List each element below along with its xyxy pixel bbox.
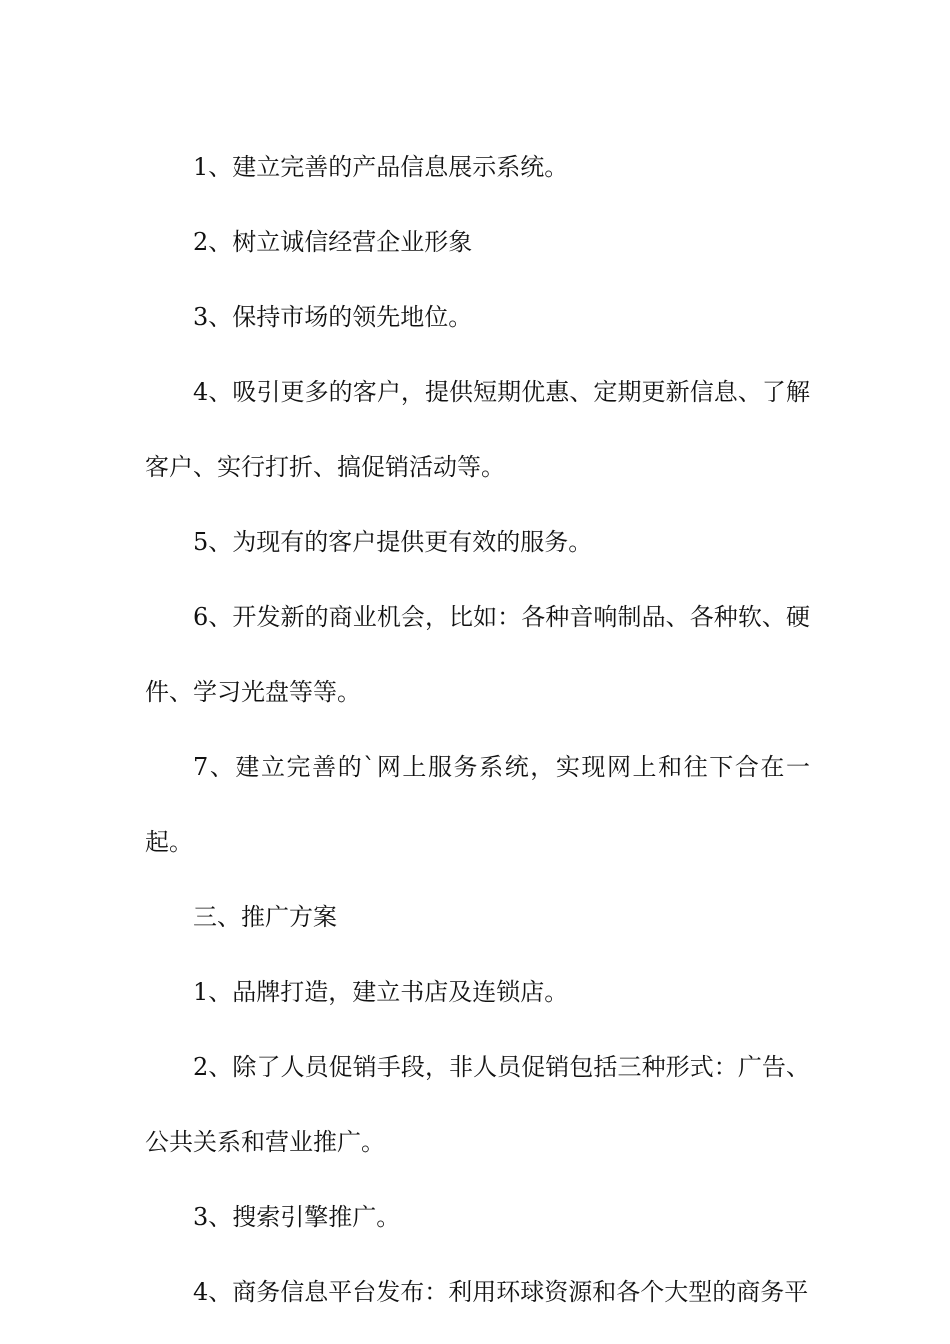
paragraph-goal-7: 7、建立完善的`网上服务系统，实现网上和往下合在一起。 xyxy=(145,753,810,856)
paragraph-goal-4: 4、吸引更多的客户，提供短期优惠、定期更新信息、了解客户、实行打折、搞促销活动等。 xyxy=(145,378,810,481)
section-heading-promotion-plan: 三、推广方案 xyxy=(193,903,337,931)
paragraph-goal-6: 6、开发新的商业机会，比如：各种音响制品、各种软、硬件、学习光盘等等。 xyxy=(145,603,810,706)
paragraph-goal-3: 3、保持市场的领先地位。 xyxy=(193,303,473,331)
document-body xyxy=(145,130,810,1330)
paragraph-plan-1: 1、品牌打造，建立书店及连锁店。 xyxy=(193,978,569,1006)
paragraph-goal-5: 5、为现有的客户提供更有效的服务。 xyxy=(193,528,593,556)
paragraph-goal-1: 1、建立完善的产品信息展示系统。 xyxy=(193,153,569,181)
paragraph-plan-3: 3、搜索引擎推广。 xyxy=(193,1203,401,1231)
paragraph-plan-2: 2、除了人员促销手段，非人员促销包括三种形式：广告、公共关系和营业推广。 xyxy=(145,1053,810,1156)
paragraph-goal-2: 2、树立诚信经营企业形象 xyxy=(193,228,473,256)
paragraph-plan-4: 4、商务信息平台发布：利用环球资源和各个大型的商务平 xyxy=(193,1278,809,1306)
